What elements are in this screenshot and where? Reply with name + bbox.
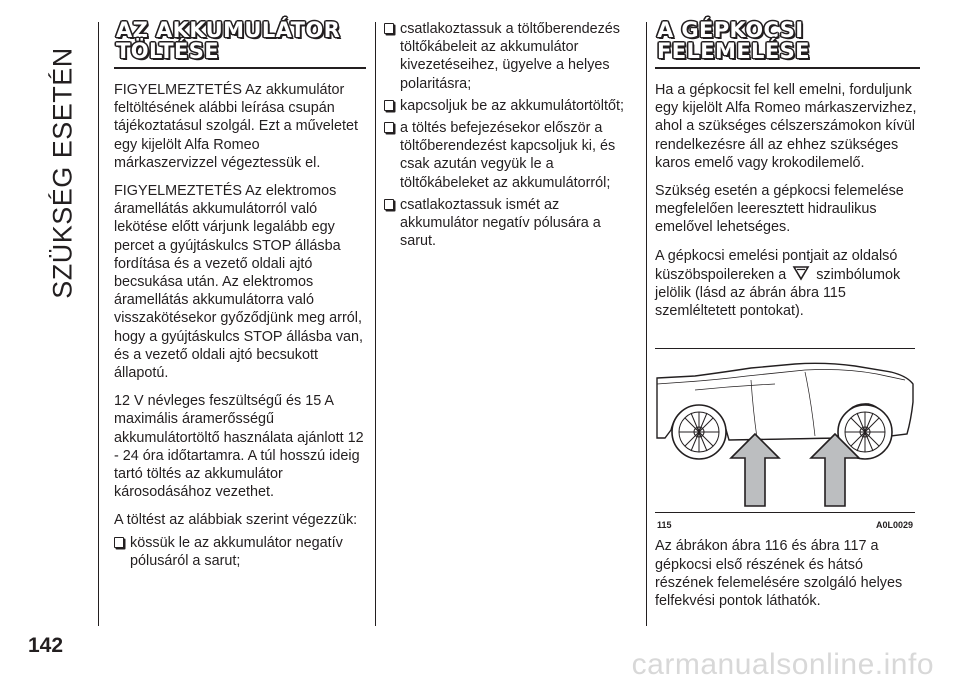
column-3: [655, 16, 920, 620]
figure-115: [655, 348, 915, 531]
text-before-symbol: A gépkocsi emelési pontjait az oldalsó küszöbspoilereken a: [655, 247, 898, 283]
heading-line: A GÉPKOCSI: [657, 18, 804, 42]
column-divider-3: [646, 22, 647, 626]
chapter-title-text: SZÜKSÉG ESETÉN: [47, 46, 78, 299]
list-item-text: kössük le az akkumulátor negatív pólusáról a sarut;: [130, 534, 343, 569]
figure-bottom-rule: [655, 512, 915, 513]
column-1: [114, 16, 366, 574]
lifting-point-triangle-icon: [792, 265, 810, 281]
paragraph: Az ábrákon ábra 116 és ábra 117 a gépkocsi első részének és hátsó részének felemelésére szolgáló helyes felfekvési pontok láthatók.: [655, 538, 903, 610]
watermark: carmanualsonline.info: [631, 648, 934, 681]
text-after-symbol: szimbólumok jelölik (lásd az ábrán ábra 115 szemléltetett pontokat).: [655, 266, 901, 320]
paragraph: 12 V névleges feszültségű és 15 A maximális áramerősségű akkumulátortöltő használata ajánlott 12 - 24 óra időtartamra. A túl hosszú ideig tartó töltés az akkumulátor károsodásához vezethet.: [114, 393, 364, 501]
list-item: [384, 97, 640, 115]
lifting-arrow-front: [731, 434, 779, 506]
column-divider-2: [375, 22, 376, 626]
figure-top-rule: [655, 348, 915, 349]
paragraph: Szükség esetén a gépkocsi felemelése megfelelően leeresztett hidraulikus emelővel lehetséges.: [655, 183, 904, 236]
page-number: 142: [28, 634, 64, 657]
list-item: [384, 20, 640, 93]
list-item-text: csatlakoztassuk ismét az akkumulátor negatív pólusára a sarut.: [400, 196, 601, 250]
list-item-text: a töltés befejezésekor először a töltőberendezést kapcsoljuk ki, és csak azután vegyük le a töltőkábeleket az akkumulátorról;: [400, 120, 616, 191]
paragraph: A töltést az alábbiak szerint végezzük:: [114, 512, 358, 529]
heading-line: AZ AKKUMULÁTOR: [116, 18, 341, 42]
car-side-illustration: [655, 350, 915, 510]
paragraph-lifting-points: [655, 247, 920, 321]
checkbox-bullet-icon: [384, 23, 394, 34]
chapter-title: [40, 20, 86, 325]
section-heading-lifting: [655, 16, 920, 69]
column-2: [384, 20, 640, 254]
figure-number: 115: [657, 520, 672, 531]
paragraph: FIGYELMEZTETÉS Az akkumulátor feltöltésének alábbi leírása csupán tájékoztatásul szolgál. Ezt a műveletet egy kijelölt Alfa Romeo márkaszervizzel végeztessük el.: [114, 82, 358, 171]
paragraph: Ha a gépkocsit fel kell emelni, forduljunk egy kijelölt Alfa Romeo márkaszervizhez, ahol a szükséges célszerszámokon kívül rendelkezésre áll az ehhez szükséges karos emelő vagy krokodilemelő.: [655, 82, 917, 171]
checkbox-bullet-icon: [114, 537, 124, 548]
heading-line: TÖLTÉSE: [116, 39, 220, 63]
list-item-text: csatlakoztassuk a töltőberendezés töltőkábeleit az akkumulátor kivezetéseihez, ügyelve a helyes polaritásra;: [400, 21, 620, 92]
figure-code: A0L0029: [875, 520, 913, 531]
list-item-text: kapcsoljuk be az akkumulátortöltőt;: [400, 97, 624, 114]
section-heading-battery-charging: [114, 16, 366, 69]
bullet-list: [384, 20, 640, 250]
column-divider-1: [98, 22, 99, 626]
paragraph: FIGYELMEZTETÉS Az elektromos áramellátás akkumulátorról való lekötése előtt várjunk legalább egy percet a gyújtáskulcs STOP állásba fordítása és a vezető oldali ajtó becsukása után. Az elektromos áramellátás akkumulátorra való visszakötésekor győződjünk meg arról, hogy a gyújtáskulcs STOP állásba van, és a vezető oldali ajtó becsukott állapotú.: [114, 183, 364, 382]
list-item: [384, 119, 640, 192]
bullet-list: [114, 534, 366, 570]
checkbox-bullet-icon: [384, 100, 394, 111]
heading-line: FELEMELÉSE: [657, 39, 810, 63]
checkbox-bullet-icon: [384, 199, 394, 210]
front-wheel: [672, 405, 726, 459]
checkbox-bullet-icon: [384, 122, 394, 133]
list-item: [384, 196, 640, 251]
list-item: [114, 534, 366, 570]
